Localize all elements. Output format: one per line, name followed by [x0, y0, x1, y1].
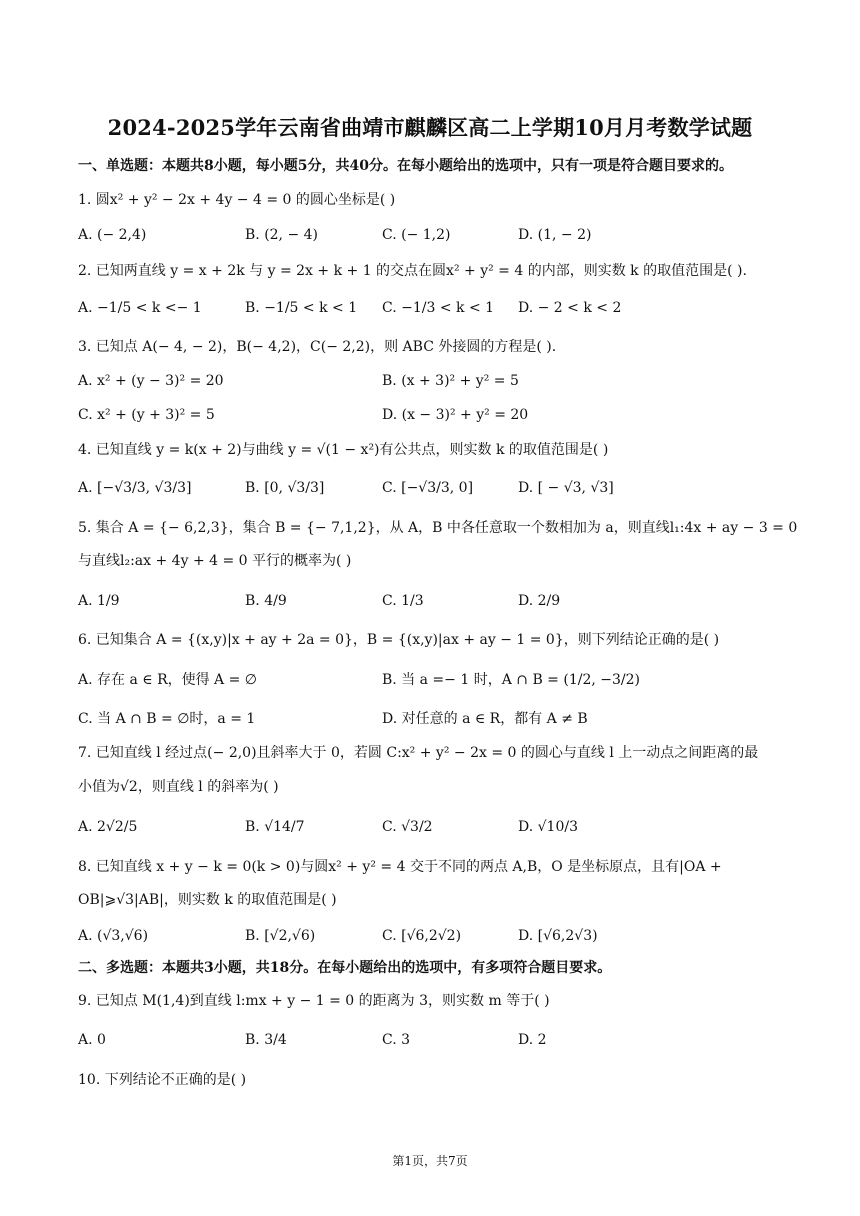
- exam-title: 2024-2025学年云南省曲靖市麒麟区高二上学期10月月考数学试题: [107, 115, 753, 140]
- q3-option-b: B. (x + 3)² + y² = 5: [382, 373, 519, 389]
- q4-option-c: C. [−√3/3, 0]: [382, 480, 474, 496]
- question-3-stem: 3. 已知点 A(− 4, − 2)，B(− 4,2)，C(− 2,2)，则 ABC 外接圆的方程是( ).: [78, 339, 557, 355]
- question-5-stem-line1: 5. 集合 A = {− 6,2,3}，集合 B = {− 7,1,2}，从 A，B 中各任意取一个数相加为 a，则直线l₁:4x + ay − 3 = 0: [78, 520, 798, 536]
- q7-option-a: A. 2√2/5: [78, 819, 138, 835]
- question-9-stem: 9. 已知点 M(1,4)到直线 l:mx + y − 1 = 0 的距离为 3，则实数 m 等于( ): [78, 993, 550, 1009]
- q5-option-b: B. 4/9: [245, 593, 287, 609]
- q2-option-b: B. −1/5 < k < 1: [245, 300, 358, 316]
- question-8-stem-line1: 8. 已知直线 x + y − k = 0(k > 0)与圆x² + y² = 4 交于不同的两点 A,B，O 是坐标原点，且有|OA +: [78, 859, 722, 875]
- q9-option-b: B. 3/4: [245, 1032, 287, 1048]
- q8-option-d: D. [√6,2√3): [518, 928, 598, 944]
- q9-option-d: D. 2: [518, 1032, 547, 1048]
- q8-option-a: A. (√3,√6): [78, 928, 149, 944]
- q1-option-a: A. (− 2,4): [78, 227, 147, 243]
- q7-option-c: C. √3/2: [382, 819, 433, 835]
- question-2-stem: 2. 已知两直线 y = x + 2k 与 y = 2x + k + 1 的交点在圆x² + y² = 4 的内部，则实数 k 的取值范围是( ).: [78, 263, 747, 279]
- page-footer: 第1页，共7页: [392, 1154, 468, 1168]
- question-8-stem-line2: OB|⩾√3|AB|，则实数 k 的取值范围是( ): [78, 892, 337, 908]
- q6-option-c: C. 当 A ∩ B = ∅时，a = 1: [78, 711, 256, 727]
- q5-option-c: C. 1/3: [382, 593, 424, 609]
- q5-option-a: A. 1/9: [78, 593, 120, 609]
- question-1-stem: 1. 圆x² + y² − 2x + 4y − 4 = 0 的圆心坐标是( ): [78, 192, 396, 208]
- q6-option-a: A. 存在 a ∈ R，使得 A = ∅: [78, 672, 257, 688]
- question-6-stem: 6. 已知集合 A = {(x,y)|x + ay + 2a = 0}，B = {(x,y)|ax + ay − 1 = 0}，则下列结论正确的是( ): [78, 632, 720, 648]
- q8-option-c: C. [√6,2√2): [382, 928, 462, 944]
- section-single-choice: 一、单选题：本题共8小题，每小题5分，共40分。在每小题给出的选项中，只有一项是符合题目要求的。: [78, 158, 733, 174]
- q8-option-b: B. [√2,√6): [245, 928, 316, 944]
- q1-option-d: D. (1, − 2): [518, 227, 592, 243]
- question-7-stem-line1: 7. 已知直线 l 经过点(− 2,0)且斜率大于 0，若圆 C:x² + y² − 2x = 0 的圆心与直线 l 上一动点之间距离的最: [78, 745, 759, 761]
- q6-option-d: D. 对任意的 a ∈ R，都有 A ≠ B: [382, 711, 588, 727]
- q4-option-b: B. [0, √3/3]: [245, 480, 325, 496]
- question-5-stem-line2: 与直线l₂:ax + 4y + 4 = 0 平行的概率为( ): [78, 553, 352, 569]
- question-10-stem: 10. 下列结论不正确的是( ): [78, 1072, 247, 1088]
- q9-option-c: C. 3: [382, 1032, 411, 1048]
- q3-option-d: D. (x − 3)² + y² = 20: [382, 407, 529, 423]
- q3-option-a: A. x² + (y − 3)² = 20: [78, 373, 224, 389]
- q7-option-d: D. √10/3: [518, 819, 578, 835]
- q2-option-d: D. − 2 < k < 2: [518, 300, 622, 316]
- q5-option-d: D. 2/9: [518, 593, 561, 609]
- q2-option-a: A. −1/5 < k <− 1: [78, 300, 202, 316]
- q4-option-a: A. [−√3/3, √3/3]: [78, 480, 192, 496]
- q1-option-b: B. (2, − 4): [245, 227, 319, 243]
- q7-option-b: B. √14/7: [245, 819, 305, 835]
- q4-option-d: D. [ − √3, √3]: [518, 480, 614, 496]
- q1-option-c: C. (− 1,2): [382, 227, 451, 243]
- q3-option-c: C. x² + (y + 3)² = 5: [78, 407, 215, 423]
- section-multiple-choice: 二、多选题：本题共3小题，共18分。在每小题给出的选项中，有多项符合题目要求。: [78, 960, 612, 976]
- q2-option-c: C. −1/3 < k < 1: [382, 300, 495, 316]
- q9-option-a: A. 0: [78, 1032, 106, 1048]
- question-4-stem: 4. 已知直线 y = k(x + 2)与曲线 y = √(1 − x²)有公共点，则实数 k 的取值范围是( ): [78, 442, 609, 458]
- q6-option-b: B. 当 a =− 1 时，A ∩ B = (1/2, −3/2): [382, 672, 640, 688]
- question-7-stem-line2: 小值为√2，则直线 l 的斜率为( ): [78, 779, 279, 795]
